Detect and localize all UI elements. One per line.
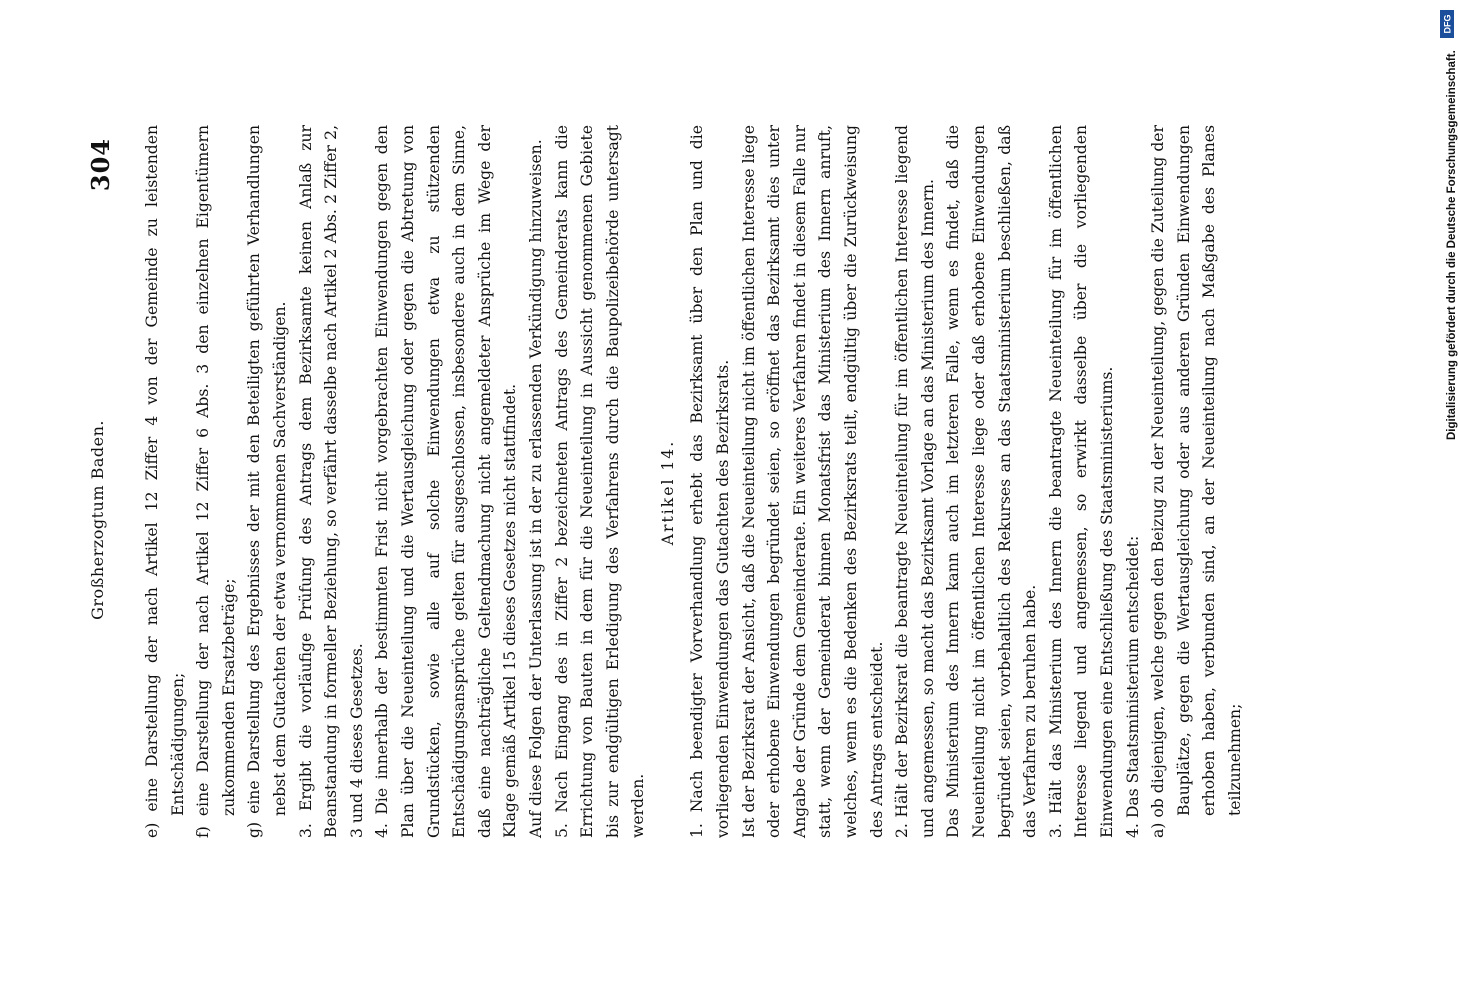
- paragraph: Ist der Bezirksrat der Ansicht, daß die Neueinteilung nicht im öffentlichen Interesse liege oder erhobene Einwendungen begründet seien, so eröffnet das Bezirksamt dies unter Angabe der Gründe dem Gemeinderate. Ein weiteres Verfahren findet in diesem Falle nur statt, wenn der Gemeinderat binnen Monatsfrist das Ministerium des Innern anruft, welches, wenn es die Bedenken des Bezirksrats teilt, endgültig über die Zurückweisung des Antrags entscheidet.: [739, 125, 886, 838]
- body-text: [140, 125, 1249, 860]
- paragraph: 5. Nach Eingang des in Ziffer 2 bezeichneten Antrags des Gemeinderats kann die Errichtung von Bauten in dem für die Neueinteilung in Aussicht genommenen Gebiete bis zur endgültigen Erledigung des Verfahrens durch die Baupolizeibehörde untersagt werden.: [552, 125, 648, 838]
- paragraph: g) eine Darstellung des Ergebnisses der mit den Beteiligten geführten Verhandlungen nebst dem Gutachten der etwa vernommenen Sachverständigen.: [245, 125, 289, 838]
- paragraph: 2. Hält der Bezirksrat die beantragte Neueinteilung für im öffentlichen Interesse liegend und angemessen, so macht das Bezirksamt Vorlage an das Ministerium des Innern.: [893, 125, 937, 838]
- paragraph: 3. Hält das Ministerium des Innern die beantragte Neueinteilung für im öffentlichen Interesse liegend und angemessen, so erwirkt dasselbe über die vorliegenden Einwendungen eine Entschließung des Staatsministeriums.: [1046, 125, 1116, 838]
- page-number: 304: [86, 138, 115, 192]
- running-head: Großherzogtum Baden.: [88, 420, 107, 620]
- paragraph: a) ob diejenigen, welche gegen den Beizug zu der Neueinteilung, gegen die Zuteilung der Bauplätze, gegen die Wertausgleichung oder aus anderen Gründen Einwendungen erhoben haben, verbunden sind, an der Neueinteilung nach Maßgabe des Planes teilzunehmen;: [1149, 125, 1244, 838]
- paragraph: 4. Das Staatsministerium entscheidet:: [1123, 535, 1142, 838]
- paragraph: 1. Nach beendigter Vorverhandlung erhebt das Bezirksamt über den Plan und die vorliegenden Einwendungen das Gutachten des Bezirksrats.: [688, 125, 733, 838]
- dfg-logo-text: DFG: [1442, 14, 1452, 34]
- article-title: Artikel 14.: [658, 439, 677, 546]
- paragraph: f) eine Darstellung der nach Artikel 12 Ziffer 6 Abs. 3 den einzelnen Eigentümern zukommenden Ersatzbeträge;: [194, 125, 238, 838]
- paragraph: 3. Ergibt die vorläufige Prüfung des Antrags dem Bezirksamte keinen Anlaß zur Beanstandung in formeller Beziehung, so verfährt dasselbe nach Artikel 2 Abs. 2 Ziffer 2, 3 und 4 dieses Gesetzes.: [296, 125, 366, 838]
- paragraph: Auf diese Folgen der Unterlassung ist in der zu erlassenden Verkündigung hinzuweisen.: [526, 139, 545, 838]
- dfg-logo-icon: [1440, 10, 1454, 38]
- digitization-note: Digitalisierung gefördert durch die Deutsche Forschungsgemeinschaft.: [1446, 50, 1458, 440]
- paragraph: 4. Die innerhalb der bestimmten Frist nicht vorgebrachten Einwendungen gegen den Plan über die Neueinteilung und die Wertausgleichung oder gegen die Abtretung von Grundstücken, sowie alle auf solche Einwendungen etwa zu stützenden Entschädigungsansprüche gelten für ausgeschlossen, insbesondere auch in dem Sinne, daß eine nachträgliche Geltendmachung nicht angemeldeter Ansprüche im Wege der Klage gemäß Artikel 15 dieses Gesetzes nicht stattfindet.: [373, 125, 520, 838]
- paragraph: e) eine Darstellung der nach Artikel 12 Ziffer 4 von der Gemeinde zu leistenden Entschädigungen;: [143, 125, 187, 838]
- paragraph: Das Ministerium des Innern kann auch im letzteren Falle, wenn es findet, daß die Neueinteilung nicht im öffentlichen Interesse liege oder daß erhobene Einwendungen begründet seien, vorbehaltlich des Rekurses an das Staatsministerium beschließen, daß das Verfahren zu beruhen habe.: [944, 125, 1040, 838]
